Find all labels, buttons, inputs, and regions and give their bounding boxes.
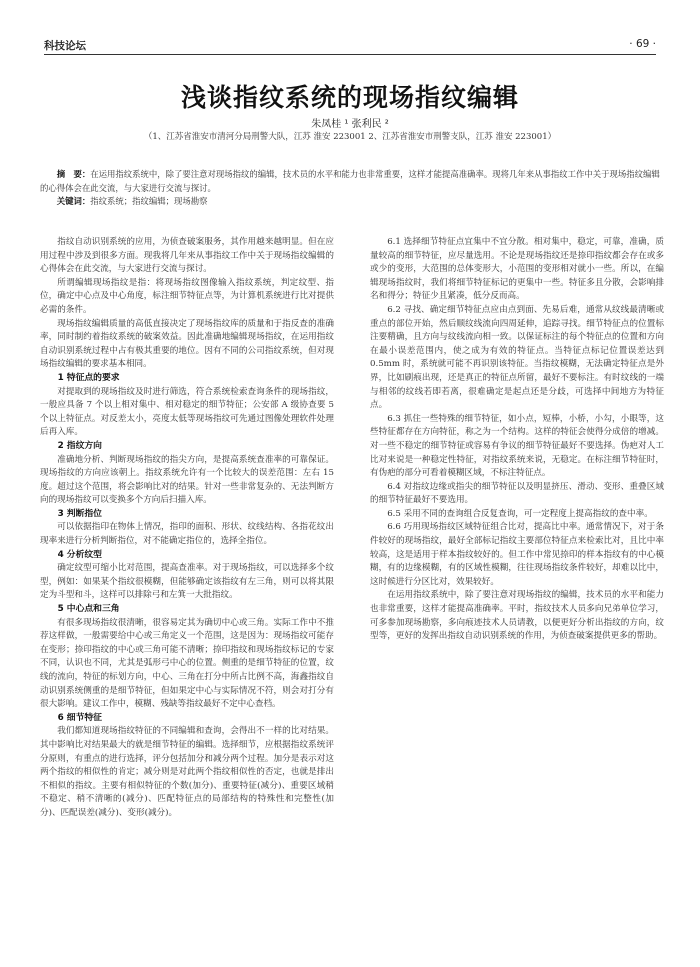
keywords: [40, 195, 662, 209]
section-heading: 2 指纹方向: [57, 440, 102, 451]
abstract-label: 摘 要：: [56, 169, 91, 179]
conclusion-paragraph: 在运用指纹系统中，除了要注意对现场指纹的编辑，技术员的水平和能力也非常重要，这样才能提高准确率。平时，指纹技术人员多向兄弟单位学习，可多参加现场勘察，多向痕迹技术人员请教，以便更好分析出指纹的方向，纹型等，更好的发挥出指纹自动识别系统的作用，为侦查破案提供更多的帮助。: [370, 590, 664, 642]
section-heading: 4 分析纹型: [57, 549, 102, 560]
paragraph: 6.4 对指纹边缘或指尖的细节特征以及明显挤压、滑动、变形、重叠区域的细节特征最好不要选用。: [370, 481, 664, 506]
paragraph: 对提取到的现场指纹及时进行筛选，符合系统检索查询条件的现场指纹，一般应具备 7 个以上相对集中、相对稳定的细节特征；公安部 A 级协查要 5 个以上特征点。对反差太小，亮度太低等现场指纹可先通过图像处理软件处理后再入库。: [40, 386, 334, 438]
journal-name: 科技论坛: [44, 40, 86, 52]
paragraph: 6.1 选择细节特征点宜集中不宜分散。相对集中，稳定，可靠，准确，质量较高的细节特征，应尽量选用。不论是现场指纹还是捺印指纹都会存在或多或少的变形，大范围的总体变形大，小范围的变形相对就小一些。所以，在编辑现场指纹时，我们将细节特征标记的更集中一些。特征多且分散，会影响排名和得分；特征少且紧凑，低分反而高。: [370, 237, 664, 302]
keywords-label: 关键词：: [56, 196, 91, 206]
running-header: [44, 36, 656, 55]
affiliation: （1、江苏省淮安市清河分局刑警大队，江苏 淮安 223001 2、江苏省淮安市刑警支队，江苏 淮安 223001）: [143, 132, 557, 142]
section-heading: 3 判断指位: [57, 508, 102, 519]
paragraph: 有很多现场指纹很清晰，很容易定其为确切中心或三角。实际工作中不推荐这样做，一般需要给中心或三角定义一个范围，这是因为：现场指纹可能存在变形；捺印指纹的中心或三角可能不清晰；捺印指纹和现场指纹标记的专家不同，认识也不同，尤其是弧形弓中心的位置。侧重的是细节特征的位置，纹线的流向，特征的标划方向，中心、三角在打分中所占比例不高，海鑫指纹自动识别系统侧重的是细节特征，但如果定中心与实际情况不符，则会对打分有很大影响。建议工作中，模糊、残缺等指纹最好不定中心查档。: [40, 617, 334, 710]
paragraph: 所谓编辑现场指纹是指：将现场指纹图像输入指纹系统，判定纹型、指位，确定中心点及中心角度，标注细节特征点等，为计算机系统进行比对提供必需的条件。: [40, 277, 334, 315]
keywords-text: 指纹系统；指纹编辑；现场勘察: [90, 196, 208, 206]
abstract: [40, 168, 662, 195]
paragraph: 指纹自动识别系统的应用，为侦查破案服务，其作用越来越明显。但在应用过程中涉及到很多方面。现我将几年来从事指纹工作中关于现场指纹编辑的心得体会在此交流，与大家进行交流与探讨。: [40, 237, 334, 275]
paragraph: 我们都知道现场指纹特征的不同编辑和查询，会得出不一样的比对结果。其中影响比对结果最大的就是细节特征的编辑。选择细节，应根据指纹系统评分原则，有重点的进行选择，评分包括加分和减分两个过程。加分是表示对这两个指纹的相似性的肯定；减分则是对此两个指纹相似性的否定，也就是排出不相似的指纹。主要有相似特征的个数(加分)、重要特征(减分)、重要区域稍不稳定、稍不清晰的(减分)、匹配特征点的局部结构的特殊性和完整性(加分)、匹配误差(减分)、变形(减分)。: [40, 726, 334, 818]
section-heading: 1 特征点的要求: [57, 372, 120, 383]
paragraph: 6.6 巧用现场指纹区域特征组合比对，提高比中率。通常情况下，对于条件较好的现场指纹，最好全部标记指纹主要部位特征点来检索比对，且比中率较高，这是适用于样本指纹较好的。但工作中常见捺印的样本指纹有的中心模糊，有的边缘模糊，有的区域性模糊，往往现场指纹条件较好，却难以比中，这时候进行分区比对，效果较好。: [370, 522, 664, 587]
abstract-block: [40, 168, 662, 209]
abstract-text: 在运用指纹系统中，除了要注意对现场指纹的编辑，技术员的水平和能力也非常重要，这样才能提高准确率。现将几年来从事指纹工作中关于现场指纹编辑的心得体会在此交流，与大家进行交流与探讨。: [40, 169, 660, 193]
paragraph: 6.3 抓住一些特殊的细节特征，如小点，短棒，小桥，小勾，小眼等，这些特征都存在方向特征，称之为一个结构。这样的特征会使得分成倍的增减。对一些不稳定的细节特征或容易有争议的细节特征最好不要选择。伪疤对人工比对来说是一种稳定性特征，对指纹系统来说，无稳定。在标注细节特征时，有伪疤的部分可看着模糊区域，不标注特征点。: [370, 413, 664, 479]
paragraph: 准确地分析、判断现场指纹的指尖方向，是提高系统查准率的可靠保证。现场指纹的方向应该朝上。指纹系统允许有一个比较大的误差范围：左右 15 度。超过这个范围，将会影响比对的结果。针对一些非常复杂的、无法判断方向的现场指纹可以变换多个方向后扫描入库。: [40, 454, 334, 506]
authors: 朱凤桂 ¹ 张利民 ²: [311, 119, 389, 130]
paragraph: 6.2 寻找、确定细节特征点应由点到面、先易后难，通常从纹线最清晰或重点的部位开始，然后顺纹线流向四周延伸，追踪寻找。细节特征点的位置标注要精确，且方向与纹线流向相一致。以保证标注的每个特征点的位置和方向在最小误差范围内，使之成为有效的特征点。当特征点标记位置误差达到 0.5mm 时，系统就可能不再识别该特征。当指纹模糊，无法确定特征点是外界，比如刷痕出现，还是真正的特征点所留，最好不要标注。有时纹线的一端与相邻的纹线若即若离，很难确定是起点还是分歧，可选择中间地方为特征点。: [370, 304, 664, 411]
paragraph: 6.5 采用不同的查询组合反复查询，可一定程度上提高指纹的查中率。: [387, 508, 653, 519]
left-column: [40, 236, 334, 821]
paragraph: 现场指纹编辑质量的高低直接决定了现场指纹库的质量和于指反查的准确率，同时制约着指纹系统的破案效益。因此准确地编辑现场指纹，在运用指纹自动识别系统过程中占有极其重要的地位。因有不同的公司指纹系统，但对现场指纹编辑的要求基本相同。: [40, 318, 334, 370]
page-number: · 69 ·: [629, 38, 656, 50]
paragraph: 确定纹型可缩小比对范围，提高查准率。对于现场指纹，可以选择多个纹型，例如：如果某个指纹很模糊，但能够确定该指纹有左三角，则可以将其限定为斗型和斗，这样可以排除弓和左箕一大批指纹。: [40, 563, 334, 601]
section-heading: 5 中心点和三角: [57, 604, 120, 615]
paragraph: 可以依据指印在物体上情况，指印的面积、形状、纹线结构、各指花纹出现率来进行分析判断指位，对不能确定指位的，选择全指位。: [40, 522, 334, 547]
right-column: [370, 236, 664, 644]
article-title: 浅谈指纹系统的现场指纹编辑: [180, 83, 519, 112]
section-heading: 6 细节特征: [57, 712, 102, 723]
